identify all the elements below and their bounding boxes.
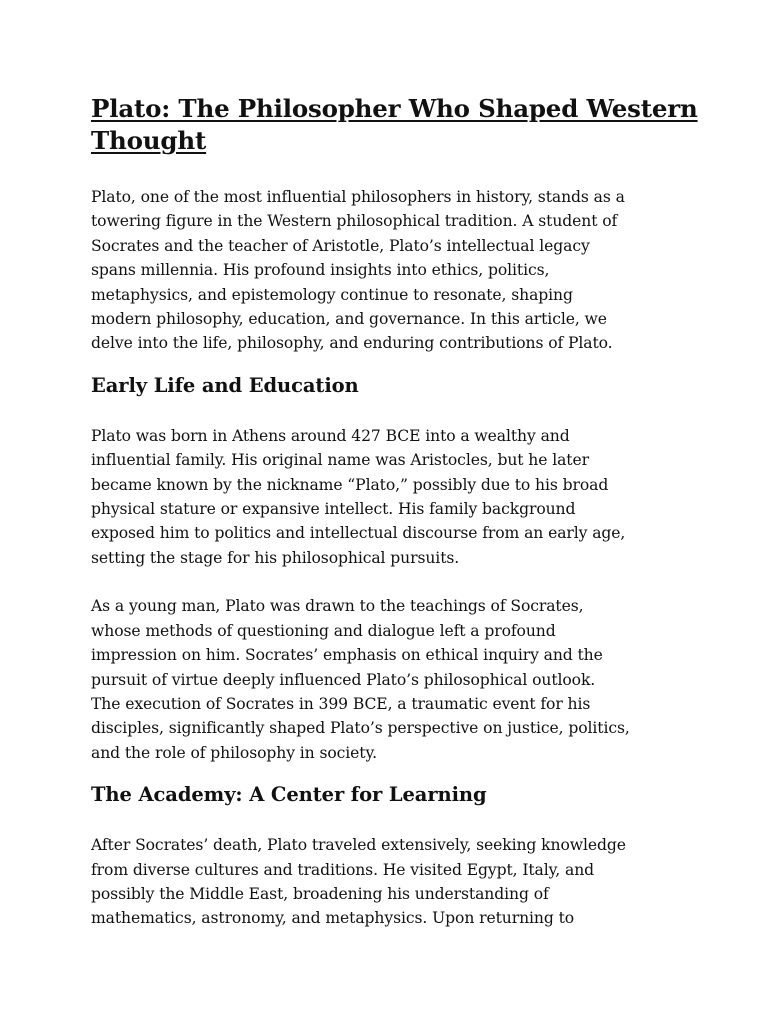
text-line: impression on him. Socrates’ emphasis on ethical inquiry and the bbox=[91, 646, 603, 665]
text-line: The execution of Socrates in 399 BCE, a traumatic event for his bbox=[91, 694, 591, 713]
document-page bbox=[91, 93, 698, 931]
early-life-paragraph-1 bbox=[91, 424, 683, 570]
academy-paragraph-1 bbox=[91, 833, 683, 931]
text-line: delve into the life, philosophy, and enduring contributions of Plato. bbox=[91, 334, 613, 353]
text-line: Plato, one of the most influential philosophers in history, stands as a bbox=[91, 188, 625, 206]
title-line: Thought bbox=[91, 126, 207, 155]
text-line: towering figure in the Western philosophical tradition. A student of bbox=[91, 212, 618, 231]
text-line: spans millennia. His profound insights into ethics, politics, bbox=[91, 261, 550, 280]
text-line: influential family. His original name was Aristocles, but he later bbox=[91, 451, 589, 470]
article-title bbox=[91, 93, 698, 157]
early-life-paragraph-2 bbox=[91, 594, 683, 765]
section-heading-academy: The Academy: A Center for Learning bbox=[91, 783, 487, 807]
text-line: whose methods of questioning and dialogue left a profound bbox=[91, 621, 556, 640]
text-line: possibly the Middle East, broadening his understanding of bbox=[91, 884, 549, 903]
text-line: pursuit of virtue deeply influenced Plato’s philosophical outlook. bbox=[91, 670, 596, 689]
text-line: After Socrates’ death, Plato traveled extensively, seeking knowledge bbox=[91, 836, 626, 855]
text-line: and the role of philosophy in society. bbox=[91, 743, 377, 762]
text-line: As a young man, Plato was drawn to the teachings of Socrates, bbox=[91, 597, 584, 616]
intro-paragraph bbox=[91, 185, 683, 356]
text-line: disciples, significantly shaped Plato’s perspective on justice, politics, bbox=[91, 719, 630, 738]
text-line: exposed him to politics and intellectual discourse from an early age, bbox=[91, 524, 626, 543]
text-line: setting the stage for his philosophical pursuits. bbox=[91, 548, 460, 567]
title-line: Plato: The Philosopher Who Shaped Western bbox=[91, 94, 698, 123]
text-line: modern philosophy, education, and governance. In this article, we bbox=[91, 310, 607, 329]
text-line: Plato was born in Athens around 427 BCE into a wealthy and bbox=[91, 426, 570, 445]
text-line: became known by the nickname “Plato,” possibly due to his broad bbox=[91, 475, 609, 494]
text-line: from diverse cultures and traditions. He visited Egypt, Italy, and bbox=[91, 860, 595, 879]
text-line: mathematics, astronomy, and metaphysics. Upon returning to bbox=[91, 909, 575, 928]
text-line: Socrates and the teacher of Aristotle, Plato’s intellectual legacy bbox=[91, 236, 590, 255]
text-line: metaphysics, and epistemology continue to resonate, shaping bbox=[91, 285, 573, 304]
text-line: physical stature or expansive intellect. His family background bbox=[91, 500, 576, 519]
section-heading-early-life: Early Life and Education bbox=[91, 373, 359, 397]
